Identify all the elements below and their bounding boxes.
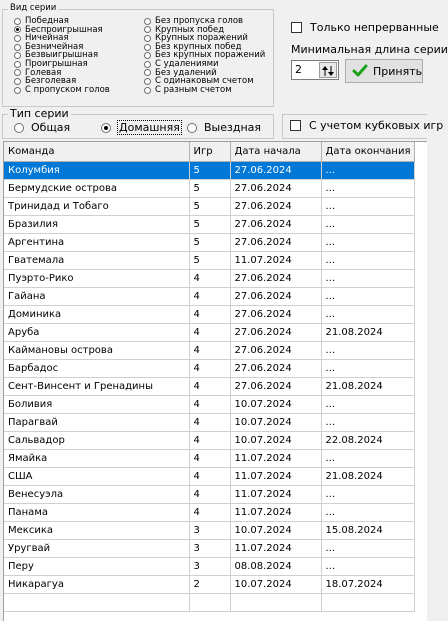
radio-icon[interactable] [14,44,21,51]
table-cell[interactable]: 22.08.2024 [321,431,415,449]
table-row[interactable] [4,449,415,467]
table-header-row [4,142,415,161]
table-row[interactable] [4,593,415,611]
table-cell[interactable]: 5 [189,179,230,197]
table-cell[interactable]: 27.06.2024 [230,323,321,341]
table-row[interactable] [4,485,415,503]
series-kind-option-label: Крупных побед [155,24,225,35]
table-cell[interactable]: 27.06.2024 [230,215,321,233]
check-icon [352,63,368,79]
series-kind-option-label: Крупных поражений [155,33,248,44]
table-cell[interactable]: ... [321,539,415,557]
radio-icon[interactable] [14,61,21,68]
radio-icon[interactable] [14,69,21,76]
radio-icon[interactable] [144,35,151,42]
table-cell[interactable]: 10.07.2024 [230,521,321,539]
table-cell[interactable]: 4 [189,305,230,323]
table-cell[interactable]: 4 [189,395,230,413]
series-kind-option-label: С удалениями [155,59,219,69]
table-cell[interactable]: США [4,467,189,485]
table-row[interactable] [4,323,415,341]
cup-games-checkbox[interactable] [290,119,443,132]
series-type-option[interactable] [14,121,70,134]
apply-button-label: Принять [373,64,423,78]
table-cell[interactable]: Панама [4,503,189,521]
table-cell[interactable]: ... [321,251,415,269]
table-cell[interactable]: ... [321,287,415,305]
radio-icon[interactable] [144,52,151,59]
table-cell[interactable]: Каймановы острова [4,341,189,359]
table-cell[interactable]: 27.06.2024 [230,305,321,323]
radio-icon[interactable] [14,18,21,25]
table-cell[interactable]: Боливия [4,395,189,413]
table-cell[interactable]: 4 [189,449,230,467]
table-cell[interactable]: 21.08.2024 [321,467,415,485]
table-cell[interactable]: Гватемала [4,251,189,269]
spin-arrows-icon[interactable] [319,62,337,78]
series-type-option-label: Выездная [204,121,262,134]
table-cell[interactable]: 4 [189,269,230,287]
series-kind-option-label: Победная [25,16,69,26]
table-cell[interactable]: ... [321,269,415,287]
table-cell[interactable]: 27.06.2024 [230,359,321,377]
table-cell[interactable]: ... [321,233,415,251]
table-cell[interactable]: ... [321,395,415,413]
series-kind-option-label: Ничейная [25,33,69,44]
table-cell[interactable]: 4 [189,467,230,485]
series-table-grid [4,142,415,612]
radio-icon[interactable] [144,69,151,76]
table-cell[interactable]: 11.07.2024 [230,251,321,269]
table-cell[interactable]: 10.07.2024 [230,413,321,431]
table-cell[interactable] [230,593,321,611]
table-cell[interactable]: ... [321,161,415,179]
cup-games-box[interactable] [290,120,301,131]
column-header[interactable]: Игр [189,142,230,161]
table-cell[interactable]: 10.07.2024 [230,575,321,593]
table-cell[interactable]: 10.07.2024 [230,431,321,449]
table-row[interactable] [4,251,415,269]
table-cell[interactable]: 11.07.2024 [230,449,321,467]
only-continuous-label: Только непрерванные [310,21,439,34]
table-cell[interactable]: ... [321,503,415,521]
options-panel [278,0,448,108]
table-row[interactable] [4,197,415,215]
series-kind-title: Вид серии [10,3,57,13]
series-kind-option-label: Безничейная [25,41,84,52]
series-kind-option-label: Безголевая [25,76,77,87]
table-cell[interactable]: ... [321,359,415,377]
table-cell[interactable]: 4 [189,287,230,305]
series-kind-option-label: Без пропуска голов [155,16,244,26]
radio-icon[interactable] [187,123,197,133]
table-cell[interactable]: Ямайка [4,449,189,467]
table-cell[interactable]: 18.07.2024 [321,575,415,593]
series-type-option-label: Общая [31,121,71,134]
table-cell[interactable]: Венесуэла [4,485,189,503]
min-length-spinner[interactable] [291,60,339,80]
series-kind-option-label: С одинаковым счетом [155,76,254,87]
series-kind-option-label: Без крупных поражений [155,50,266,61]
table-row[interactable] [4,431,415,449]
table-cell[interactable]: 27.06.2024 [230,269,321,287]
table-cell[interactable]: Колумбия [4,161,189,179]
radio-icon[interactable] [101,123,111,133]
table-row[interactable] [4,575,415,593]
series-kind-option[interactable] [14,86,110,95]
series-type-title: Тип серии [10,107,69,120]
radio-icon[interactable] [144,18,151,25]
table-cell[interactable]: 11.07.2024 [230,485,321,503]
table-cell[interactable]: Гайана [4,287,189,305]
table-cell[interactable]: Мексика [4,521,189,539]
table-cell[interactable]: Перу [4,557,189,575]
table-cell[interactable]: Доминика [4,305,189,323]
table-cell[interactable]: 4 [189,431,230,449]
column-header[interactable]: Дата начала [230,142,321,161]
table-cell[interactable]: 10.07.2024 [230,395,321,413]
table-cell[interactable] [321,593,415,611]
table-row[interactable] [4,287,415,305]
column-header[interactable]: Дата окончания [321,142,415,161]
series-table[interactable] [3,141,427,621]
table-cell[interactable]: 11.07.2024 [230,539,321,557]
table-cell[interactable]: Сент-Винсент и Гренадины [4,377,189,395]
series-kind-option-label: Без удалений [155,67,217,78]
radio-icon[interactable] [14,52,21,59]
radio-icon[interactable] [14,78,21,85]
table-cell[interactable]: ... [321,215,415,233]
only-continuous-box[interactable] [291,22,302,33]
table-cell[interactable]: 5 [189,161,230,179]
table-cell[interactable]: 4 [189,323,230,341]
table-cell[interactable]: 27.06.2024 [230,179,321,197]
series-kind-option-label: С разным счетом [155,84,232,95]
table-row[interactable] [4,377,415,395]
table-cell[interactable]: 27.06.2024 [230,233,321,251]
min-length-label: Минимальная длина серии [291,43,448,56]
only-continuous-checkbox[interactable] [291,21,439,34]
series-type-option-label: Домашняя [119,121,180,134]
table-row[interactable] [4,359,415,377]
table-cell[interactable]: Барбадос [4,359,189,377]
radio-icon[interactable] [144,78,151,85]
table-row[interactable] [4,341,415,359]
table-cell[interactable]: Бразилия [4,215,189,233]
table-cell[interactable]: 4 [189,485,230,503]
table-row[interactable] [4,305,415,323]
table-cell[interactable]: 3 [189,539,230,557]
series-kind-option-label: Беспроигрышная [25,24,103,35]
table-row[interactable] [4,233,415,251]
table-row[interactable] [4,179,415,197]
table-cell[interactable]: 4 [189,503,230,521]
table-cell[interactable]: 27.06.2024 [230,161,321,179]
table-cell[interactable]: ... [321,179,415,197]
radio-icon[interactable] [144,44,151,51]
table-cell[interactable]: Бермудские острова [4,179,189,197]
table-row[interactable] [4,215,415,233]
table-cell[interactable]: Сальвадор [4,431,189,449]
table-cell[interactable]: ... [321,449,415,467]
series-kind-option-label: С пропуском голов [25,84,110,95]
table-cell[interactable]: 27.06.2024 [230,287,321,305]
table-cell[interactable]: 2 [189,575,230,593]
table-cell[interactable]: 11.07.2024 [230,467,321,485]
radio-icon[interactable] [144,87,151,94]
table-cell[interactable]: 5 [189,197,230,215]
table-row[interactable] [4,395,415,413]
table-cell[interactable]: 27.06.2024 [230,341,321,359]
table-cell[interactable]: 21.08.2024 [321,377,415,395]
table-cell[interactable]: 08.08.2024 [230,557,321,575]
table-cell[interactable]: ... [321,413,415,431]
table-cell[interactable]: 5 [189,251,230,269]
table-cell[interactable]: Аруба [4,323,189,341]
table-cell[interactable]: 3 [189,557,230,575]
table-cell[interactable]: 4 [189,413,230,431]
min-length-value[interactable]: 2 [295,63,302,76]
radio-icon[interactable] [14,123,24,133]
radio-icon[interactable] [14,26,21,33]
table-cell[interactable]: 11.07.2024 [230,503,321,521]
column-header[interactable]: Команда [4,142,189,161]
table-cell[interactable]: 5 [189,215,230,233]
table-cell[interactable]: 15.08.2024 [321,521,415,539]
cup-games-label: С учетом кубковых игр [309,119,444,132]
table-row[interactable] [4,557,415,575]
table-row[interactable] [4,413,415,431]
table-cell[interactable]: 27.06.2024 [230,197,321,215]
table-cell[interactable] [189,593,230,611]
table-cell[interactable]: Пуэрто-Рико [4,269,189,287]
radio-icon[interactable] [144,26,151,33]
table-row[interactable] [4,161,415,179]
table-cell[interactable]: Парагвай [4,413,189,431]
table-cell[interactable]: ... [321,197,415,215]
table-cell[interactable]: 4 [189,341,230,359]
table-row[interactable] [4,503,415,521]
table-cell[interactable]: Тринидад и Тобаго [4,197,189,215]
table-cell[interactable]: Уругвай [4,539,189,557]
table-cell[interactable] [4,593,189,611]
table-cell[interactable]: 27.06.2024 [230,377,321,395]
table-cell[interactable]: 3 [189,521,230,539]
radio-icon[interactable] [144,61,151,68]
series-kind-option-label: Безвыигрышная [25,50,99,61]
series-type-option[interactable] [187,121,261,134]
table-row[interactable] [4,269,415,287]
series-kind-option[interactable] [144,86,232,95]
series-kind-option-label: Голевая [25,67,62,78]
table-cell[interactable]: 5 [189,233,230,251]
series-kind-option-label: Без крупных побед [155,41,242,52]
table-cell[interactable]: ... [321,341,415,359]
table-row[interactable] [4,521,415,539]
table-cell[interactable]: ... [321,305,415,323]
table-row[interactable] [4,467,415,485]
table-cell[interactable]: 4 [189,359,230,377]
table-cell[interactable]: Аргентина [4,233,189,251]
radio-icon[interactable] [14,35,21,42]
table-row[interactable] [4,539,415,557]
radio-icon[interactable] [14,87,21,94]
table-cell[interactable]: 4 [189,377,230,395]
apply-button[interactable] [345,59,423,83]
series-kind-option-label: Проигрышная [25,59,88,69]
table-cell[interactable]: 21.08.2024 [321,323,415,341]
series-type-option[interactable] [101,121,181,134]
table-cell[interactable]: Никарагуа [4,575,189,593]
table-cell[interactable]: ... [321,485,415,503]
table-cell[interactable]: ... [321,557,415,575]
